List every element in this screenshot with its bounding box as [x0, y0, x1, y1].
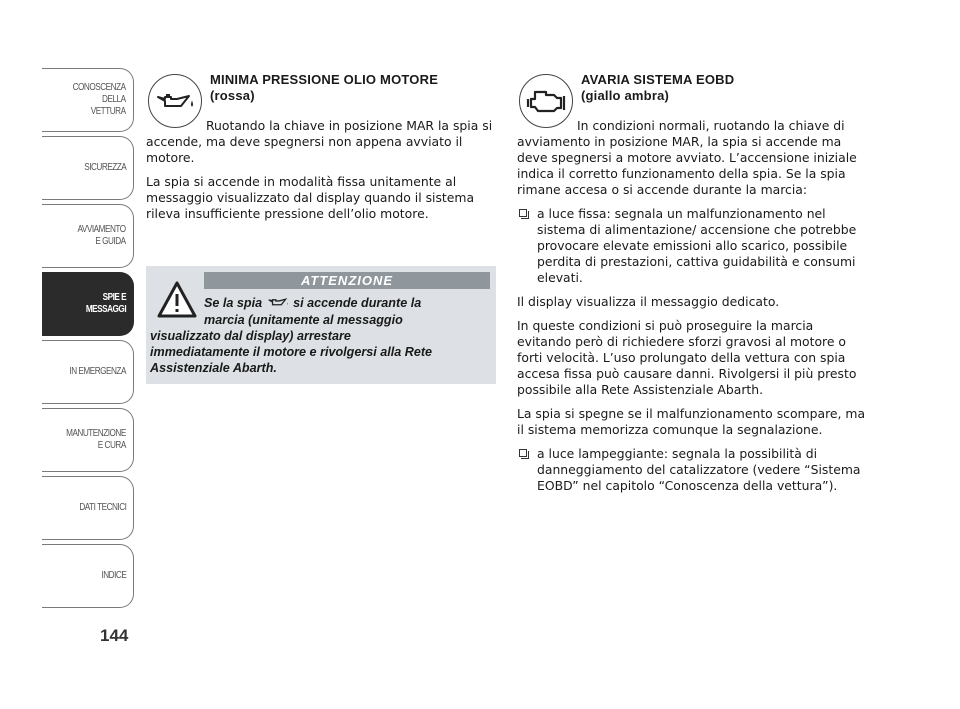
warning-triangle-icon	[156, 280, 198, 324]
paragraph: In condizioni normali, ruotando la chiave di avviamento in posizione MAR, la spia si accende ma deve spegnersi a motore avviato. L’accensione iniziale indica il corretto funzionamento della spia. Se la spia rimane accesa o si accende durante la marcia:	[517, 118, 857, 197]
tab-spie-e-messaggi[interactable]	[42, 272, 134, 336]
tab-label: AVVIAMENTO E GUIDA	[77, 224, 126, 247]
page-number: 144	[100, 626, 129, 645]
eobd-title	[581, 72, 869, 104]
paragraph: In queste condizioni si può proseguire la marcia evitando però di richiedere sforzi gravosi al motore o forti velocità. L’uso prolungato della vettura con spia accesa fissa può causare danni. Rivolgersi il più presto possibile alla Rete Assistenziale Abarth.	[517, 318, 857, 397]
warning-title: ATTENZIONE	[204, 272, 490, 289]
oil-pressure-title	[210, 72, 496, 104]
tab-label: CONOSCENZA DELLA VETTURA	[73, 82, 126, 117]
warning-text-line: marcia (unitamente al messaggio	[204, 312, 403, 327]
tab-dati-tecnici[interactable]	[42, 476, 134, 540]
oil-pressure-section	[146, 68, 496, 230]
oil-can-icon	[266, 296, 290, 312]
paragraph: Il display visualizza il messaggio dedicato.	[517, 294, 780, 309]
tab-manutenzione-e-cura[interactable]	[42, 408, 134, 472]
eobd-section	[517, 68, 869, 502]
bullet-item	[517, 446, 869, 494]
tab-conoscenza-della-vettura[interactable]	[42, 68, 134, 132]
paragraph: Ruotando la chiave in posizione MAR la spia si accende, ma deve spegnersi non appena avviato il motore.	[146, 118, 493, 165]
tab-label: SPIE E MESSAGGI	[85, 292, 126, 315]
tab-label: INDICE	[101, 570, 126, 581]
tab-label: IN EMERGENZA	[69, 366, 126, 377]
chapter-sidebar	[42, 68, 134, 612]
tab-in-emergenza[interactable]	[42, 340, 134, 404]
warning-text-rest-a: si accende durante la	[293, 296, 422, 310]
warning-text-line: immediatamente il motore e rivolgersi alla Rete	[150, 344, 433, 359]
title-line: MINIMA PRESSIONE OLIO MOTORE	[210, 72, 439, 87]
paragraph: La spia si accende in modalità fissa unitamente al messaggio visualizzato dal display quando il sistema rileva insufficiente pressione dell’olio motore.	[146, 174, 475, 221]
tab-label: SICUREZZA	[83, 162, 126, 173]
warning-box	[146, 266, 496, 384]
bullet-text: a luce lampeggiante: segnala la possibilità di danneggiamento del catalizzatore (vedere “Sistema EOBD” nel capitolo “Conoscenza della vettura”).	[537, 446, 861, 493]
oil-can-icon	[148, 74, 202, 128]
tab-label: DATI TECNICI	[78, 502, 126, 513]
title-color: (giallo ambra)	[581, 88, 670, 103]
paragraph: La spia si spegne se il malfunzionamento scompare, ma il sistema memorizza comunque la segnalazione.	[517, 406, 866, 437]
tab-avviamento-e-guida[interactable]	[42, 204, 134, 268]
tab-indice[interactable]	[42, 544, 134, 608]
engine-check-icon	[519, 74, 573, 128]
warning-text-start: Se la spia	[204, 296, 263, 310]
tab-sicurezza[interactable]	[42, 136, 134, 200]
warning-text-line: visualizzato dal display) arrestare	[150, 328, 351, 343]
bullet-item	[517, 206, 869, 286]
title-color: (rossa)	[210, 88, 255, 103]
bullet-text: a luce fissa: segnala un malfunzionamento nel sistema di alimentazione/ accensione che potrebbe provocare elevate emissioni allo scarico, possibile perdita di prestazioni, cattiva guidabilità e consumi elevati.	[537, 206, 857, 285]
title-line: AVARIA SISTEMA EOBD	[581, 72, 735, 87]
warning-text-line: Assistenziale Abarth.	[150, 360, 277, 375]
bullet-box-icon	[519, 449, 527, 457]
tab-label: MANUTENZIONE E CURA	[66, 428, 126, 451]
bullet-box-icon	[519, 209, 527, 217]
